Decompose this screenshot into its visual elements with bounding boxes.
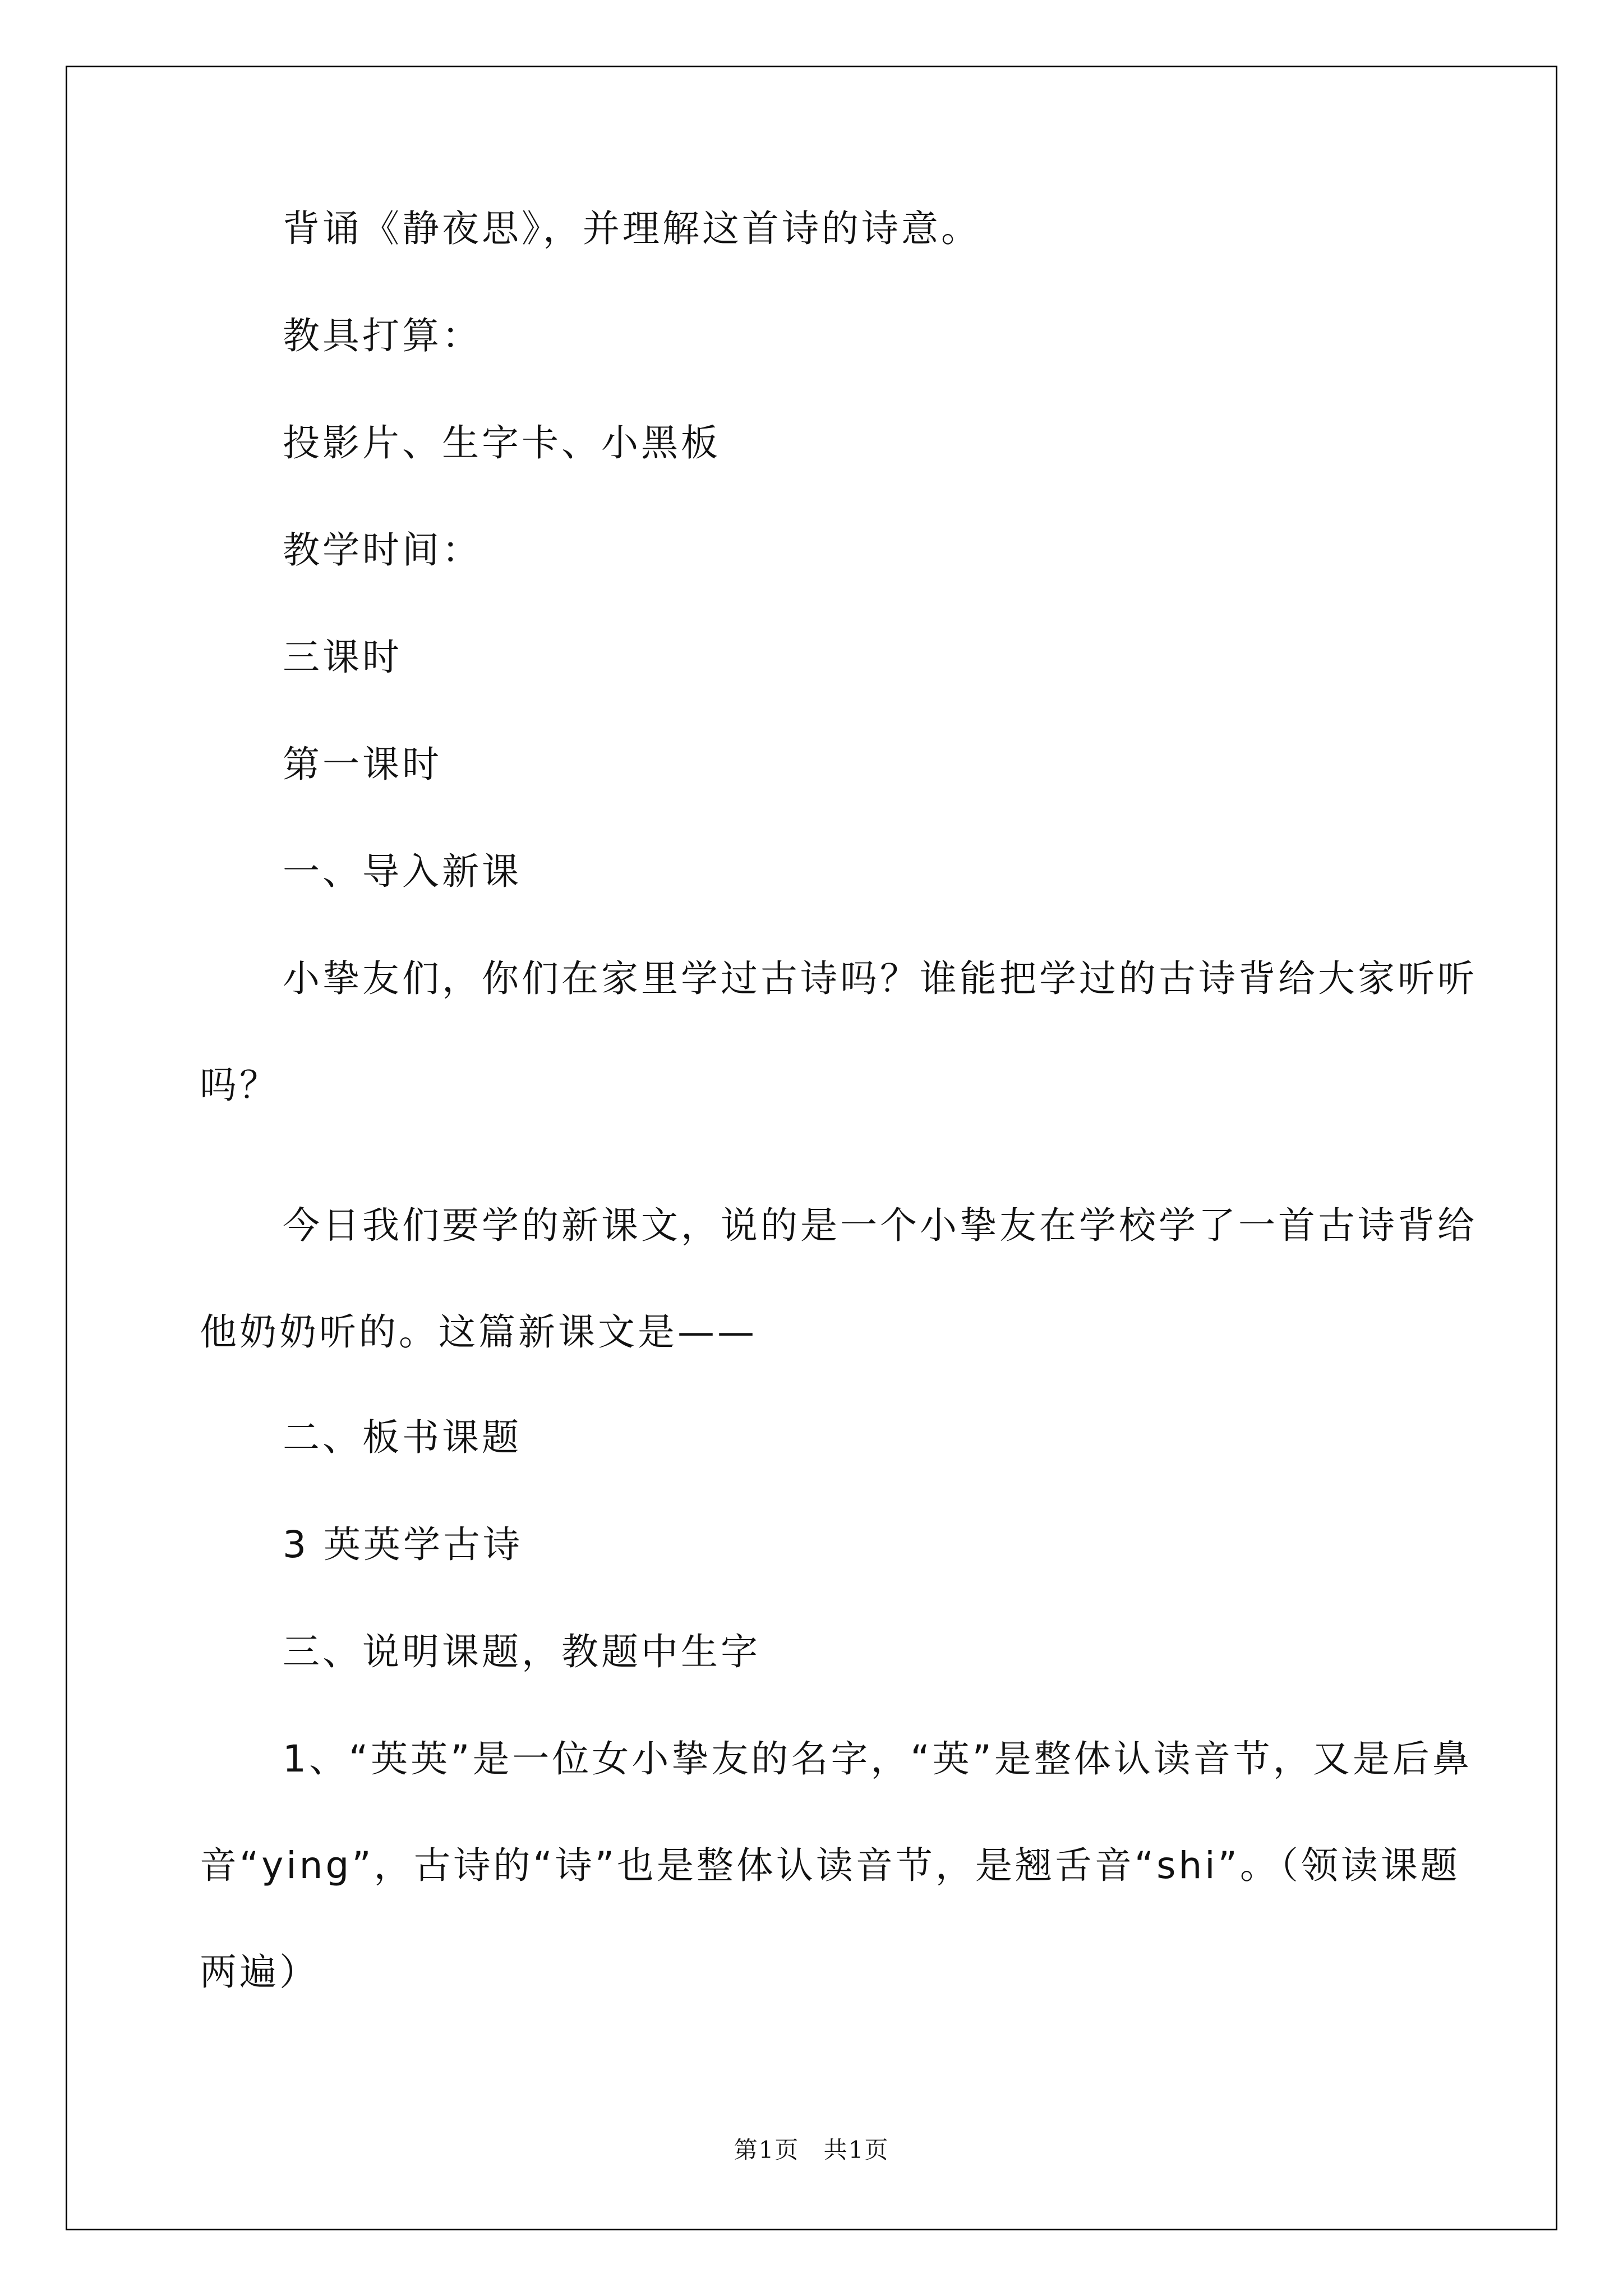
section-heading: 一、导入新课 <box>283 850 522 893</box>
section-heading: 三、说明课题，教题中生字 <box>283 1630 760 1673</box>
paragraph: 教学时间： <box>283 528 482 572</box>
lesson-title: 3 英英学古诗 <box>283 1523 523 1566</box>
paragraph: 今日我们要学的新课文，说的是一个小挚友在学校学了一首古诗背给他奶奶听的。这篇新课文是—— <box>200 1204 1477 1354</box>
page-footer <box>0 2132 1623 2165</box>
paragraph: 背诵《静夜思》，并理解这首诗的诗意。 <box>283 207 981 250</box>
document-body <box>200 207 1484 2059</box>
paragraph: 三课时 <box>283 636 402 679</box>
paragraph: 第一课时 <box>283 743 442 786</box>
paragraph: 1、“英英”是一位女小挚友的名字，“英”是整体认读音节，又是后鼻音“ying”，古诗的“诗”也是整体认读音节，是翘舌音“shi”。（领读课题两遍） <box>200 1737 1472 1994</box>
paragraph: 教具打算： <box>283 314 482 357</box>
section-heading: 二、板书课题 <box>283 1416 522 1459</box>
paragraph: 小挚友们，你们在家里学过古诗吗？谁能把学过的古诗背给大家听听吗？ <box>200 957 1477 1107</box>
page-total: 共1页 <box>823 2136 889 2164</box>
paragraph: 投影片、生字卡、小黑板 <box>283 421 721 464</box>
page-number: 第1页 <box>734 2136 800 2164</box>
